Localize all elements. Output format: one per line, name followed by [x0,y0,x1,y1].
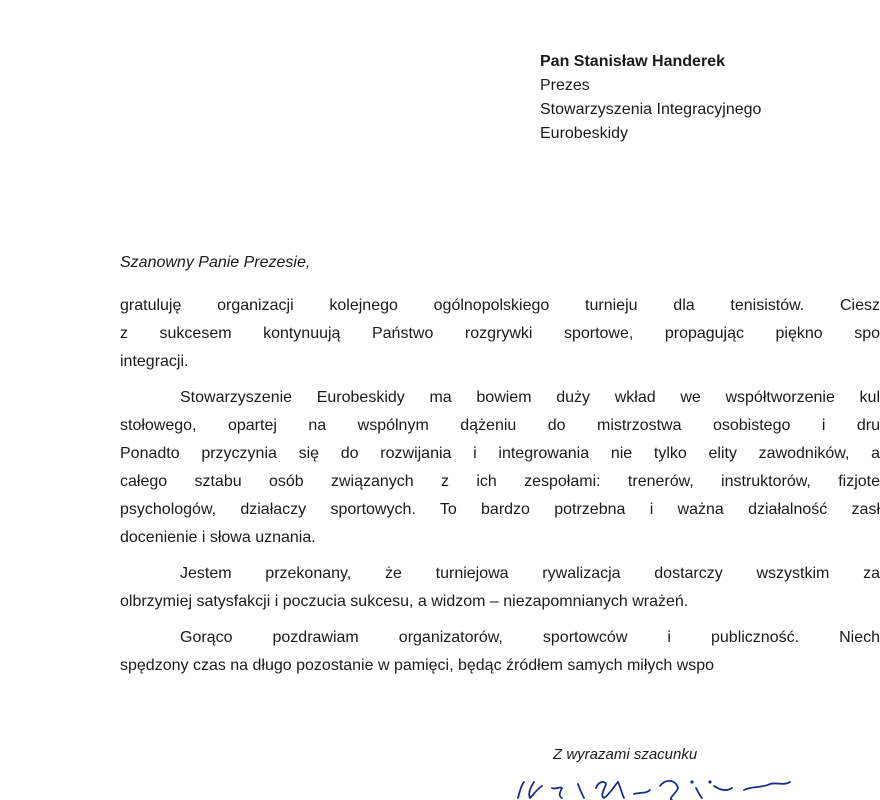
paragraph-line: całego sztabu osób związanych z ich zespołami: trenerów, instruktorów, fizjote [120,473,880,490]
paragraph-line: Stowarzyszenie Eurobeskidy ma bowiem duży wkład we współtworzenie kul [180,389,880,406]
paragraph-line: spędzony czas na długo pozostanie w pamięci, będąc źródłem samych miłych wspo [120,657,715,674]
paragraph-line: Jestem przekonany, że turniejowa rywalizacja dostarczy wszystkim za [180,565,880,582]
letter-body [120,292,880,688]
closing-phrase: Z wyrazami szacunku [553,746,698,763]
paragraph-line: docenienie i słowa uznania. [120,529,316,546]
recipient-org-line-2: Eurobeskidy [540,125,629,142]
paragraph-2 [120,384,880,552]
paragraph-line: psychologów, działaczy sportowych. To bardzo potrzebna i ważna działalność zasł [120,501,880,518]
paragraph-line: Gorąco pozdrawiam organizatorów, sportowców i publiczność. Niech [180,629,880,646]
paragraph-line: z sukcesem kontynuują Państwo rozgrywki sportowe, propagując piękno spo [120,325,880,342]
recipient-block [540,50,761,146]
recipient-org-line-1: Stowarzyszenia Integracyjnego [540,101,762,118]
recipient-title: Prezes [540,77,590,94]
signature-image [500,768,800,800]
paragraph-line: stołowego, opartej na wspólnym dążeniu do mistrzostwa osobistego i dru [120,417,880,434]
paragraph-line: gratuluję organizacji kolejnego ogólnopolskiego turnieju dla tenisistów. Ciesz [120,297,880,314]
paragraph-line: olbrzymiej satysfakcji i poczucia sukcesu, a widzom – niezapomnianych wrażeń. [120,593,689,610]
paragraph-line: integracji. [120,353,189,370]
paragraph-1 [120,292,880,376]
paragraph-3 [120,560,880,616]
paragraph-line: Ponadto przyczynia się do rozwijania i integrowania nie tylko elity zawodników, a [120,445,880,462]
salutation: Szanowny Panie Prezesie, [120,254,311,271]
recipient-name: Pan Stanisław Handerek [540,53,725,70]
paragraph-4 [120,624,880,680]
